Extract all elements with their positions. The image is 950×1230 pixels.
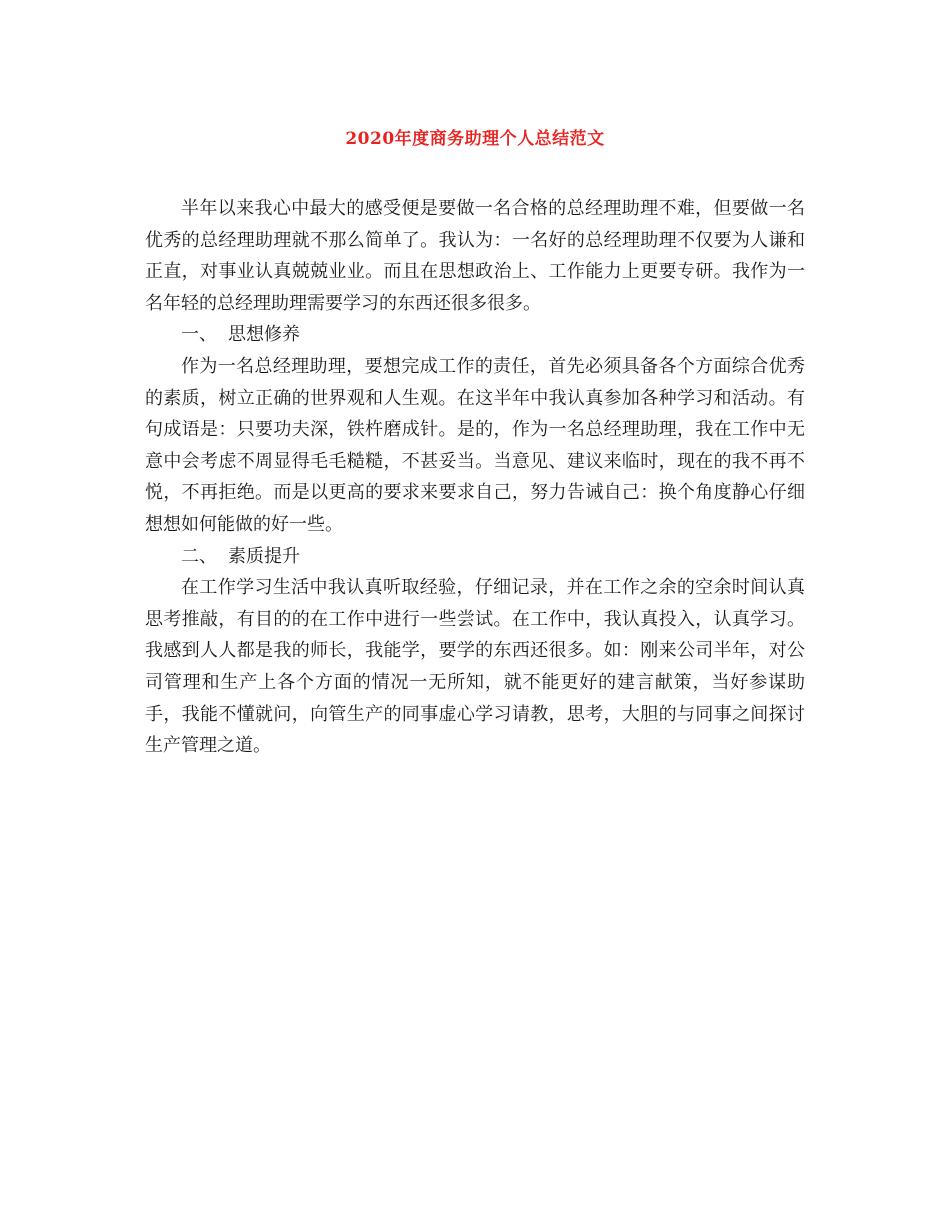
section-number-1: 一、 [181,324,217,346]
section-number-2: 二、 [181,545,217,567]
section-title-1: 思想修养 [228,324,300,346]
document-title: 2020年度商务助理个人总结范文 [345,129,605,149]
section-heading-1 [145,319,805,351]
intro-paragraph: 半年以来我心中最大的感受便是要做一名合格的总经理助理不难，但要做一名优秀的总经理助理就不那么简单了。我认为：一名好的总经理助理不仅要为人谦和正直，对事业认真兢兢业业。而且在思想政治上、工作能力上更要专研。我作为一名年轻的总经理助理需要学习的东西还很多很多。 [145,198,805,314]
section-paragraph-1: 作为一名总经理助理，要想完成工作的责任，首先必须具备各个方面综合优秀的素质，树立正确的世界观和人生观。在这半年中我认真参加各种学习和活动。有句成语是：只要功夫深，铁杵磨成针。是的，作为一名总经理助理，我在工作中无意中会考虑不周显得毛毛糙糙，不甚妥当。当意见、建议来临时，现在的我不再不悦，不再拒绝。而是以更高的要求来要求自己，努力告诫自己：换个角度静心仔细想想如何能做的好一些。 [145,355,805,535]
section-heading-2 [145,541,805,573]
section-title-2: 素质提升 [228,545,300,567]
document-body [145,193,805,762]
section-paragraph-2: 在工作学习生活中我认真听取经验，仔细记录，并在工作之余的空余时间认真思考推敲，有目的的在工作中进行一些尝试。在工作中，我认真投入，认真学习。我感到人人都是我的师长，我能学，要学的东西还很多。如：刚来公司半年，对公司管理和生产上各个方面的情况一无所知，就不能更好的建言献策，当好参谋助手，我能不懂就问，向管生产的同事虚心学习请教，思考，大胆的与同事之间探讨生产管理之道。 [145,577,805,757]
